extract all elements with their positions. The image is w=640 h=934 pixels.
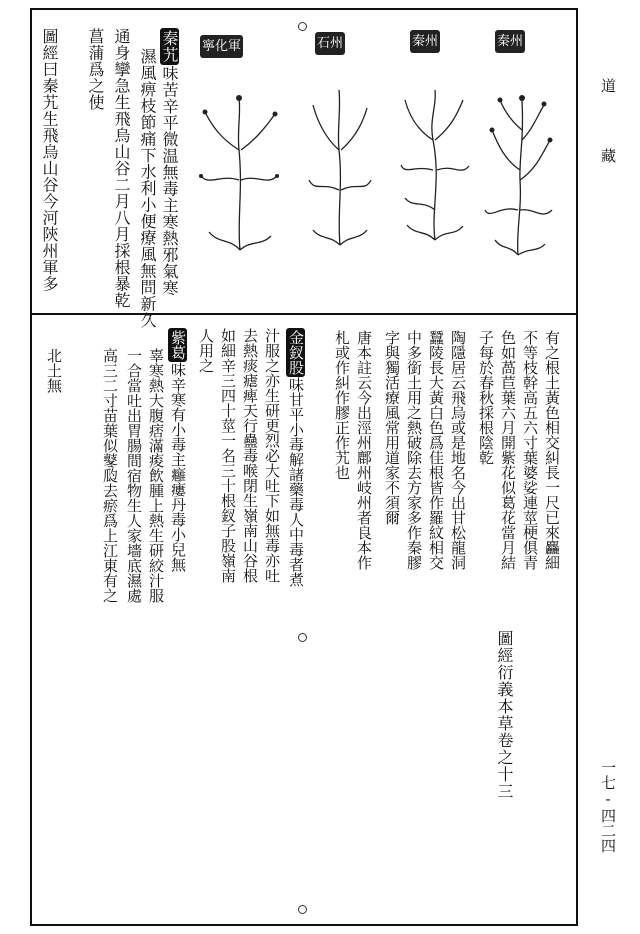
entry-tag-qinjiao: 秦艽 [160, 30, 179, 63]
upper-col-1 [160, 28, 179, 296]
margin-zang: 藏 [599, 148, 617, 167]
lower-left-col-8: 一合當吐出胃腸間宿物生人家墻底濕處 [125, 348, 143, 603]
lower-right-col-6: 蠶陵長大黃白色爲佳根皆作羅紋相交 [427, 330, 445, 570]
page-number: 一七-四二四 [599, 760, 617, 853]
plate-label-2: 秦州 [410, 30, 440, 53]
lower-left-col-6 [168, 328, 187, 572]
plant-illustration-shizhou [305, 80, 375, 250]
plant-illustration-qinzhou [480, 60, 560, 260]
lower-left-col-1 [286, 328, 305, 587]
lower-right-col-8: 字與獨活療風常用道家不須爾 [383, 330, 401, 525]
plant-illustration-ninghuajun [195, 90, 285, 260]
lower-left-col-9: 高三二寸苗葉似鼕瓝去瘀爲上江東有之 [101, 348, 119, 603]
entry-tag-zige: 紫葛 [169, 330, 187, 360]
plate-label-1: 秦州 [495, 30, 525, 53]
binding-hole [298, 633, 307, 642]
lower-right-col-4: 子每於春秋採根陰乾 [477, 330, 495, 465]
upper-col-4: 菖蒲爲之使 [86, 28, 105, 111]
plate-label-3: 石州 [315, 32, 345, 55]
lower-right-col-3: 色如萵苣葉六月開紫花似葛花當月結 [499, 330, 517, 570]
upper-col-2: 濕風痹枝節痛下水利小便療風無問新久 [138, 48, 157, 329]
lower-right-col-7: 中多銜土用之熱破除去方家多作秦膠 [405, 330, 423, 570]
binding-hole [298, 905, 307, 914]
entry-tag-jinchaigu: 金釵股 [287, 330, 305, 375]
lower-left-col-7: 辜寒熱大腹痞滿痠飲腫上熱生研絞汁服 [147, 348, 165, 603]
lower-left-col-3: 去熱痰瘧痺天行蠱毒喉閉生嶺南山谷根 [241, 328, 259, 583]
section-divider [30, 313, 578, 315]
upper-col-1-text: 味苦辛平微温無毒主寒熱邪氣寒 [160, 65, 179, 296]
lower-left-col-10: 北土無 [45, 348, 63, 393]
lower-left-col-1-text: 味甘平小毒解諸藥毒人中毒者煮 [287, 377, 305, 587]
lower-left-col-2: 汁服之亦生研更烈必大吐下如無毒亦吐 [263, 328, 281, 583]
plate-label-4: 寧化軍 [200, 35, 243, 58]
upper-col-3: 通身攣急生飛烏山谷二月八月採根暴乾 [112, 28, 131, 309]
binding-hole [298, 22, 307, 31]
lower-right-col-2: 不等枝幹高五六寸葉婆娑連莖梗俱青 [521, 330, 539, 570]
lower-right-col-5: 陶隱居云飛烏或是地名今出甘松龍洞 [449, 330, 467, 570]
lower-right-col-10: 札或作糾作膠正作艽也 [333, 330, 351, 480]
plant-illustration-qinzhou-2 [395, 80, 475, 250]
lower-left-col-5: 人用之 [197, 328, 215, 373]
volume-caption: 圖經衍義本草卷之十三 [495, 630, 514, 800]
lower-left-col-4: 如細辛三四十莖一名三十根釵子股嶺南 [219, 328, 237, 583]
upper-col-5: 圖經曰秦艽生飛烏山谷今河陝州軍多 [40, 28, 59, 292]
lower-left-col-6-text: 味辛寒有小毒主癰瘻丹毒小兒無 [169, 362, 187, 572]
margin-dao: 道 [599, 78, 617, 97]
lower-right-col-9: 唐本註云今出涇州鄜州岐州者良本作 [355, 330, 373, 570]
lower-right-col-1: 有之根土黃色相交糾長一尺已來麤細 [543, 330, 561, 570]
